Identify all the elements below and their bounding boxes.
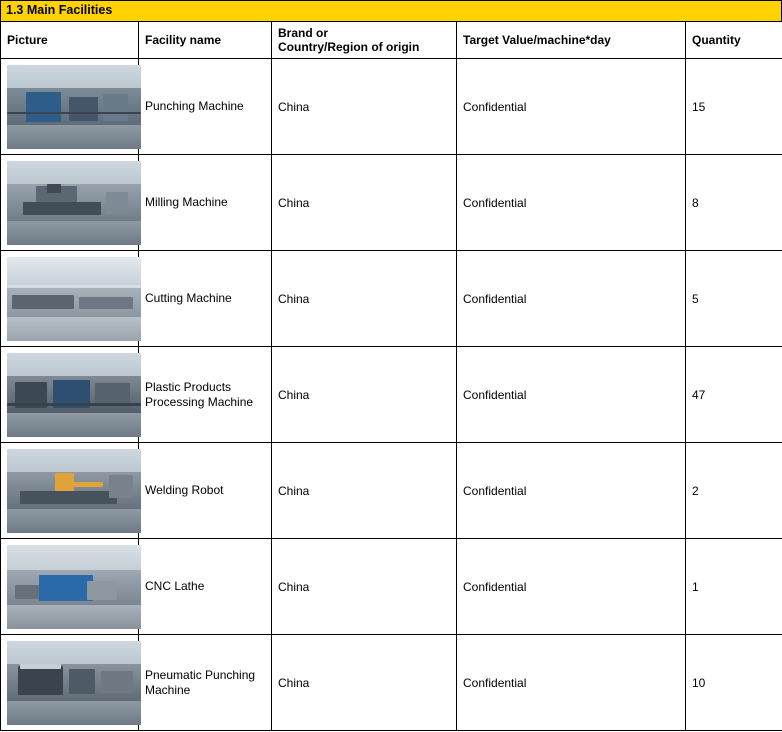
facility-quantity-cell: 8 — [686, 155, 782, 251]
facility-name-cell: Pneumatic Punching Machine — [139, 635, 272, 731]
facility-name-cell: Cutting Machine — [139, 251, 272, 347]
facility-picture-cell — [1, 539, 139, 635]
column-header-brand-line1: Brand or — [278, 26, 329, 40]
table-row — [1, 251, 782, 347]
facility-target-cell: Confidential — [457, 155, 686, 251]
facility-quantity-cell: 15 — [686, 59, 782, 155]
facility-target-cell: Confidential — [457, 443, 686, 539]
section-title: 1.3 Main Facilities — [0, 0, 782, 21]
facility-target-cell: Confidential — [457, 539, 686, 635]
facility-picture-cell — [1, 155, 139, 251]
table-row — [1, 347, 782, 443]
facility-picture-cell — [1, 347, 139, 443]
welding-robot-photo — [7, 449, 141, 533]
facility-target-cell: Confidential — [457, 635, 686, 731]
table-row — [1, 155, 782, 251]
punching-machine-photo — [7, 65, 141, 149]
pneumatic-punching-machine-photo — [7, 641, 141, 725]
column-header-picture: Picture — [1, 22, 139, 59]
milling-machine-photo — [7, 161, 141, 245]
table-row — [1, 539, 782, 635]
facility-name-cell: Welding Robot — [139, 443, 272, 539]
column-header-quantity: Quantity — [686, 22, 782, 59]
facility-brand-cell: China — [272, 59, 457, 155]
cutting-machine-photo — [7, 257, 141, 341]
facility-quantity-cell: 10 — [686, 635, 782, 731]
table-row — [1, 635, 782, 731]
facility-name-cell: Plastic Products Processing Machine — [139, 347, 272, 443]
facility-brand-cell: China — [272, 635, 457, 731]
facility-brand-cell: China — [272, 347, 457, 443]
facility-quantity-cell: 1 — [686, 539, 782, 635]
facility-target-cell: Confidential — [457, 59, 686, 155]
facility-quantity-cell: 5 — [686, 251, 782, 347]
facility-picture-cell — [1, 443, 139, 539]
facility-picture-cell — [1, 59, 139, 155]
main-facilities-table — [0, 21, 782, 731]
facility-name-cell: CNC Lathe — [139, 539, 272, 635]
facility-quantity-cell: 47 — [686, 347, 782, 443]
facility-name-cell: Milling Machine — [139, 155, 272, 251]
cnc-lathe-photo — [7, 545, 141, 629]
facility-target-cell: Confidential — [457, 251, 686, 347]
facility-brand-cell: China — [272, 443, 457, 539]
facility-brand-cell: China — [272, 155, 457, 251]
facility-brand-cell: China — [272, 251, 457, 347]
table-header-row — [1, 22, 782, 59]
facility-picture-cell — [1, 251, 139, 347]
table-row — [1, 443, 782, 539]
facility-picture-cell — [1, 635, 139, 731]
table-row — [1, 59, 782, 155]
facility-brand-cell: China — [272, 539, 457, 635]
plastic-products-processing-machine-photo — [7, 353, 141, 437]
column-header-target-value: Target Value/machine*day — [457, 22, 686, 59]
column-header-facility-name: Facility name — [139, 22, 272, 59]
column-header-brand-line2: Country/Region of origin — [278, 40, 420, 54]
facility-target-cell: Confidential — [457, 347, 686, 443]
facility-name-cell: Punching Machine — [139, 59, 272, 155]
column-header-brand-origin — [272, 22, 457, 59]
facility-quantity-cell: 2 — [686, 443, 782, 539]
